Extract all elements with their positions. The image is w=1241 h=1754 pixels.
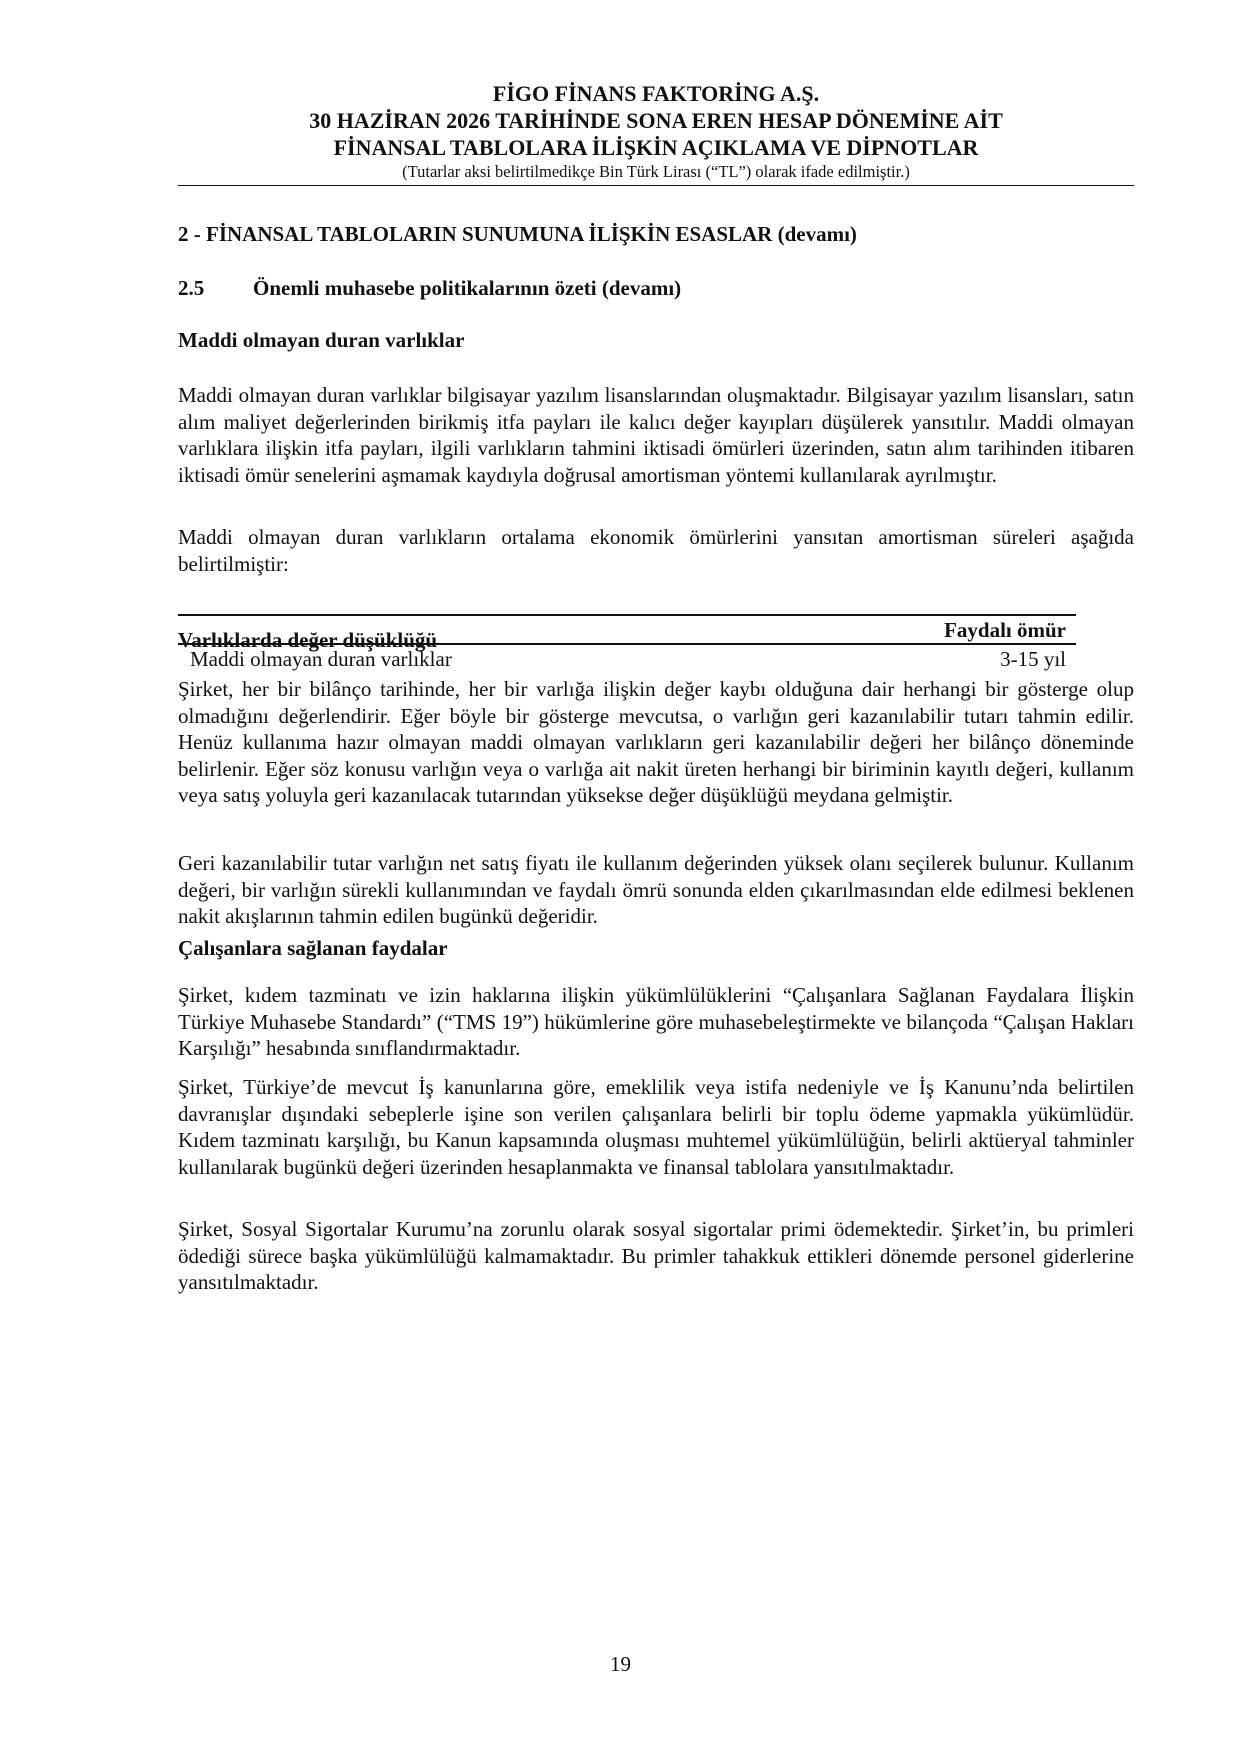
row-value: 3-15 yıl — [1000, 647, 1066, 671]
header-divider — [178, 185, 1134, 186]
report-title: FİNANSAL TABLOLARA İLİŞKİN AÇIKLAMA VE DİPNOTLAR — [333, 135, 979, 160]
section-title: 2 - FİNANSAL TABLOLARIN SUNUMUNA İLİŞKİN ESASLAR (devamı) — [178, 222, 857, 246]
subsection-number: 2.5 — [178, 276, 205, 300]
currency-note: (Tutarlar aksi belirtilmedikçe Bin Türk Lirası (“TL”) olarak ifade edilmiştir.) — [402, 162, 910, 181]
paragraph-intangibles-1: Maddi olmayan duran varlıklar bilgisayar yazılım lisanslarından oluşmaktadır. Bilgisayar yazılım lisansları, satın alım maliyet değerlerinden birikmiş itfa payları ile kalıcı değer kayıpları düşülerek yansıtılır. Maddi olmayan varlıklara ilişkin itfa payları, ilgili varlıkların tahmini iktisadi ömürleri üzerinden, satın alım tarihinden itibaren iktisadi ömür senelerini aşmamak kaydıyla doğrusal amortisman yöntemi kullanılarak ayrılmıştır. — [178, 383, 1134, 487]
row-label: Maddi olmayan duran varlıklar — [190, 647, 452, 671]
paragraph-impairment-2: Geri kazanılabilir tutar varlığın net satış fiyatı ile kullanım değerinden yüksek olanı seçilerek bulunur. Kullanım değeri, bir varlığın sürekli kullanımından ve faydalı ömrü sonunda elden çıkarılmasından elde edilmesi beklenen nakit akışlarının tahmin edilen bugünkü değeridir. — [178, 851, 1134, 928]
heading-impairment: Varlıklarda değer düşüklüğü — [178, 628, 438, 652]
document-page — [178, 80, 1134, 1294]
column-header-useful-life: Faydalı ömür — [944, 618, 1066, 642]
paragraph-benefits-3: Şirket, Sosyal Sigortalar Kurumu’na zorunlu olarak sosyal sigortalar primi ödemektedir. Şirket’in, bu primleri ödediği sürece başka yükümlülüğü kalmamaktadır. Bu primler tahakkuk ettikleri dönemde personel giderlerine yansıtılmaktadır. — [178, 1217, 1134, 1294]
paragraph-benefits-1: Şirket, kıdem tazminatı ve izin haklarına ilişkin yükümlülüklerini “Çalışanlara Sağlanan Faydalara İlişkin Türkiye Muhasebe Standardı” (“TMS 19”) hükümlerine göre muhasebeleştirmekte ve bilançoda “Çalışan Hakları Karşılığı” hesabında sınıflandırmaktadır. — [178, 983, 1134, 1060]
paragraph-impairment-1: Şirket, her bir bilânço tarihinde, her bir varlığa ilişkin değer kaybı olduğuna dair herhangi bir gösterge olup olmadığını değerlendirir. Eğer böyle bir gösterge mevcutsa, o varlığın geri kazanılabilir tutarı tahmin edilir. Henüz kullanıma hazır olmayan maddi olmayan varlıkların geri kazanılabilir değeri her bilânço döneminde belirlenir. Eğer söz konusu varlığın veya o varlığa ait nakit üreten herhangi bir biriminin kayıtlı değeri, kullanım veya satış yoluyla geri kazanılacak tutarından yüksekse değer düşüklüğü meydana gelmiştir. — [178, 677, 1134, 807]
heading-employee-benefits: Çalışanlara sağlanan faydalar — [178, 936, 448, 960]
company-name: FİGO FİNANS FAKTORİNG A.Ş. — [492, 81, 820, 106]
report-period: 30 HAZİRAN 2026 TARİHİNDE SONA EREN HESAP DÖNEMİNE AİT — [309, 108, 1003, 133]
heading-intangibles: Maddi olmayan duran varlıklar — [178, 328, 465, 352]
subsection-heading — [178, 276, 681, 301]
report-header — [178, 80, 1134, 183]
paragraph-intangibles-2: Maddi olmayan duran varlıkların ortalama ekonomik ömürlerini yansıtan amortisman süreleri aşağıda belirtilmiştir: — [178, 525, 1134, 576]
page-number: 19 — [610, 1652, 631, 1676]
paragraph-benefits-2: Şirket, Türkiye’de mevcut İş kanunlarına göre, emeklilik veya istifa nedeniyle ve İş Kanunu’nda belirtilen davranışlar dışındaki sebeplerle işine son verilen çalışanlara belirli bir toplu ödeme yapmakla yükümlüdür. Kıdem tazminatı karşılığı, bu Kanun kapsamında oluşması muhtemel yükümlülüğün, belirli aktüeryal tahminler kullanılarak bugünkü değeri üzerinden hesaplanmakta ve finansal tablolara yansıtılmaktadır. — [178, 1075, 1134, 1179]
subsection-title: Önemli muhasebe politikalarının özeti (devamı) — [253, 276, 682, 300]
